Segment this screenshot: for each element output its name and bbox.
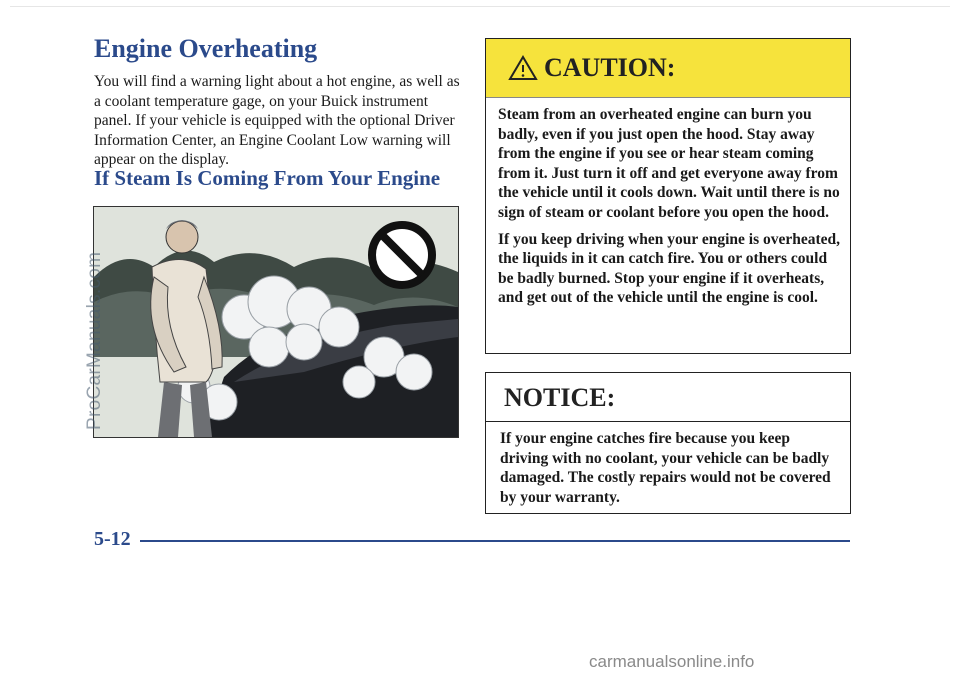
illustration-art xyxy=(94,207,458,437)
top-divider xyxy=(10,6,950,7)
intro-paragraph: You will find a warning light about a hot engine, as well as a coolant temperature gage, on your Buick instrument panel. If your vehicle is equipped with the optional Driver Information Center, an Engine Coolant Low warning will appear on the display. xyxy=(94,73,460,168)
caution-paragraph: If you keep driving when your engine is overheated, the liquids in it can catch fire. You or others could be badly burned. Stop your engine if it overheats, and get out of the vehicle until the engine is cool. xyxy=(498,230,841,307)
notice-box xyxy=(485,372,851,514)
prohibited-icon xyxy=(372,225,432,285)
steam-engine-illustration xyxy=(93,206,459,438)
caution-header xyxy=(486,39,850,98)
caution-box xyxy=(485,38,851,354)
notice-header xyxy=(486,373,850,422)
footer-divider xyxy=(140,540,850,542)
notice-title: NOTICE: xyxy=(504,383,616,412)
page-number: 5-12 xyxy=(94,528,131,550)
caution-title: CAUTION: xyxy=(544,53,676,82)
notice-body: If your engine catches fire because you keep driving with no coolant, your vehicle can be badly damaged. The costly repairs would not be covered by your warranty. xyxy=(500,430,831,506)
subsection-title: If Steam Is Coming From Your Engine xyxy=(94,166,441,190)
watermark: ProCarManuals.com xyxy=(84,251,105,430)
section-title: Engine Overheating xyxy=(94,34,318,63)
caution-paragraph: Steam from an overheated engine can burn you badly, even if you just open the hood. Stay away from the engine if you see or hear steam coming from it. Just turn it off and get everyone away from the vehicle until it cools down. Wait until there is no sign of steam or coolant before you open the hood. xyxy=(498,106,840,221)
caution-body xyxy=(498,105,842,315)
warning-triangle-icon xyxy=(508,54,538,82)
site-credit[interactable]: carmanualsonline.info xyxy=(589,652,755,671)
